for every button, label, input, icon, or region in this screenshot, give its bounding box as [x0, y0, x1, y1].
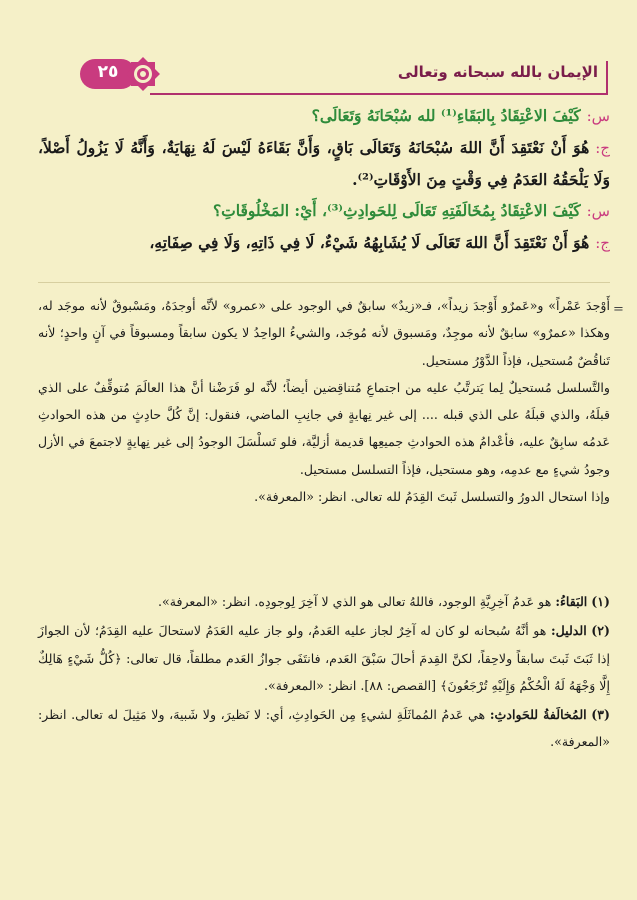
- qa-section: [38, 100, 610, 259]
- answer-marker: ج:: [595, 234, 610, 252]
- footnote-1: [38, 588, 610, 615]
- footnote-number: (٣): [591, 707, 610, 723]
- star-ornament-icon: [124, 55, 162, 93]
- answer-2: [38, 227, 610, 259]
- footnote-number: (٢): [591, 623, 610, 639]
- header-title: الإيمان بالله سبحانه وتعالى: [397, 63, 598, 81]
- answer-1: [38, 132, 610, 195]
- footnote-label: المُخالَفةُ للحَوادثِ:: [489, 707, 587, 723]
- footnotes: [38, 588, 610, 756]
- header-rule: [150, 93, 608, 95]
- footnote-label: البَقاءُ:: [555, 594, 588, 609]
- footnote-number: (١): [591, 594, 610, 609]
- body-paragraph: وإذا استحال الدورُ والتسلسل ثَبتَ القِدَمُ لله تعالى. انظر: «المعرفة».: [254, 489, 610, 505]
- answer-text: هُوَ أَنْ نَعْتَقِدَ أَنَّ اللهَ سُبْحَانَهُ وَتَعَالَى بَاقٍ، وَأَنَّ بَقَاءَهُ لَيْسَ لَهُ نِهَايَةٌ، وَأَنَّهُ لَا يَزُولُ أَصْلاً، وَلَا يَلْحَقُهُ العَدَمُ فِي وَقْتٍ مِنَ الأَوْقَاتِ⁽²⁾.: [38, 138, 610, 189]
- page-header: [40, 55, 608, 97]
- header-rule-vertical: [606, 61, 608, 95]
- footnote-text: هو أنَّهُ سُبحانه لو كان له آخِرٌ لجاز عليه العَدمُ، ولو جاز عليه العَدَمُ لاستحالَ عليه القِدَمُ؛ لأن الجوازَ إذا ثَبَتَ ثَبتَ سابقاً ولاحِقاً، لكنَّ القِدمَ أحالَ سَبْقَ العَدم، فانتَفَى جوازُ العَدم مطلقاً، قال تعالى: ﴿كُلُّ شَيْءٍ هَالِكٌ إِلَّا وَجْهَهُ لَهُ الْحُكْمُ وَإِلَيْهِ تُرْجَعُونَ﴾ [القصص: ٨٨]. انظر: «المعرفة».: [38, 623, 610, 693]
- footnote-2: [38, 617, 610, 699]
- answer-text: هُوَ أَنْ نَعْتَقِدَ أَنَّ اللهَ تَعَالَى لَا يُشَابِهُهُ شَيْءٌ، لَا فِي ذَاتِهِ، وَلَا فِي صِفَاتِهِ،: [149, 233, 590, 252]
- continuation-mark: =: [613, 302, 624, 317]
- question-1: [38, 100, 610, 132]
- question-2: [38, 195, 610, 227]
- footnote-text: هو عَدمُ آخِرِيَّةِ الوجود، فاللهُ تعالى هو الذي لا آخِرَ لِوجودِه. انظر: «المعرفة».: [158, 594, 552, 609]
- footnote-3: [38, 701, 610, 756]
- body-paragraph: أَوْجدَ عَمْراً» و«عَمرٌو أَوْجدَ زيداً»، فـ«زيدٌ» سابقٌ في الوجود على «عمرو» لأنَّه أوجدَهُ، ومَسْبوقٌ لأنه موجَد له، وهكذا «عمرٌو» سابقٌ لأنه موجِدٌ، ومَسبوق لأنه مُوجَد، والشيءُ الواحِدُ لا يكون سابقاً ومسبوقاً في آنٍ واحدٍ؛ لأنه تَناقُضٌ مُستحيل، فإذاً الدَّوْرُ مستحيل.: [38, 298, 610, 368]
- question-text: كَيْفَ الاعْتِقَادُ بِمُخَالَفَتِهِ تَعَالَى لِلحَوادِثِ⁽³⁾، أَيْ: المَخْلُوقَاتِ؟: [212, 201, 581, 220]
- answer-marker: ج:: [595, 139, 610, 157]
- page-number: ٢٥: [97, 62, 119, 82]
- footnote-text: هي عَدمُ المُماثَلَةِ لشيءٍ مِن الحَوادِثِ، أي: لا نَظيرَ، ولا شَبيهَ، ولا مَثِيلَ له تعالى. انظر: «المعرفة».: [38, 707, 610, 750]
- question-text: كَيْفَ الاعْتِقَادُ بِالبَقَاءِ⁽¹⁾ لله سُبْحَانَهُ وَتَعَالَى؟: [311, 106, 581, 125]
- footnote-label: الدليل:: [550, 623, 587, 639]
- question-marker: س:: [586, 202, 610, 220]
- footnote-continuation: [38, 292, 610, 510]
- footnote-divider: [38, 282, 610, 283]
- question-marker: س:: [586, 107, 610, 125]
- body-paragraph: والتَّسلسل مُستحيلٌ لِما يَترتَّبُ عليه من اجتماعِ مُتناقِضين أيضاً؛ لأنَّه لو فَرَضْنا أنَّ هذا العالَمَ مُتوقِّفٌ على الذي قبلَهُ، والذي قبلَهُ على الذي قبله .... إلى غير نِهايةٍ في جانِبِ الماضي، فنقول: إنَّ كُلَّ حادِثٍ من هذه الحوادثِ عَدمُه سابِقٌ عليه، فأعْدامُ هذه الحوادثِ جميعِها قديمة أزليَّة، فلو تَسلْسَلَ الوجودُ إلى غير نِهايةٍ لاجتمعَ في الأزل وجودُ شيءٍ مع عدمِه، وهو مستحيل، فإذاً التسلسل مستحيل.: [38, 379, 610, 477]
